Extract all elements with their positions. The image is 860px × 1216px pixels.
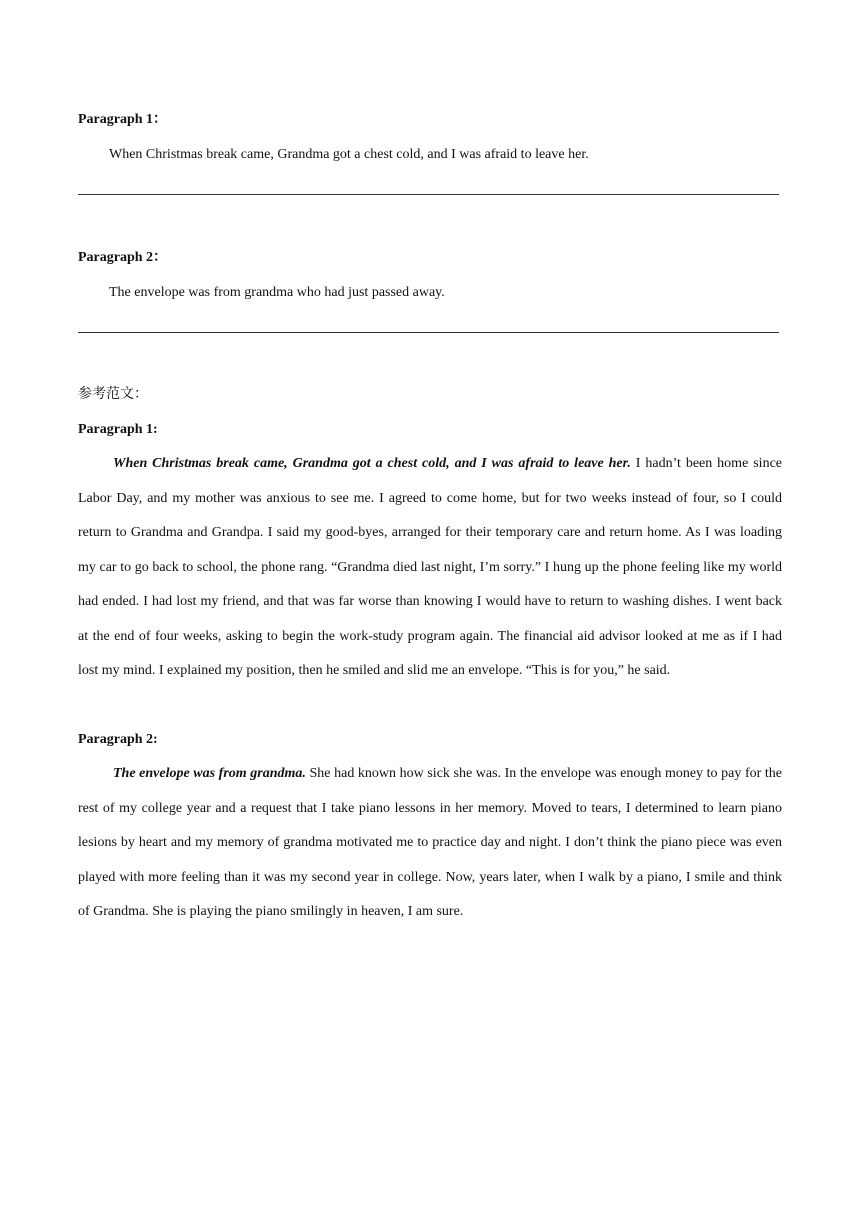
answer-line-2: [78, 332, 779, 333]
sample-paragraph1-lead: When Christmas break came, Grandma got a chest cold, and I was afraid to leave her.: [113, 456, 631, 471]
task-paragraph2-heading: Paragraph 2：: [78, 250, 168, 265]
sample-paragraph1-body: I hadn’t been home since Labor Day, and my mother was anxious to see me. I agreed to come home, but for two weeks instead of four, so I could return to Grandma and Grandpa. I said my good-byes, arranged for their temporary care and return home. As I was loading my car to go back to school, the phone rang. “Grandma died last night, I’m sorry.” I hung up the phone feeling like my world had ended. I had lost my friend, and that was far worse than knowing I would have to return to washing dishes. I went back at the end of four weeks, asking to begin the work-study program again. The financial aid advisor looked at me as if I had lost my mind. I explained my position, then he smiled and slid me an envelope. “This is for you,” he said.: [78, 456, 782, 678]
sample-paragraph2-body: She had known how sick she was. In the envelope was enough money to pay for the rest of my college year and a request that I take piano lessons in her memory. Moved to tears, I determined to learn piano lesions by heart and my memory of grandma motivated me to practice day and night. I don’t think the piano piece was even played with more feeling than it was my second year in college. Now, years later, when I walk by a piano, I smile and think of Grandma. She is playing the piano smilingly in heaven, I am sure.: [78, 766, 782, 919]
sample-paragraph2-lead: The envelope was from grandma.: [113, 766, 306, 781]
sample-paragraph2-heading: Paragraph 2:: [78, 732, 158, 747]
answer-line-1: [78, 194, 779, 195]
task-paragraph1-heading: Paragraph 1：: [78, 112, 168, 127]
sample-paragraph1-text: [78, 447, 782, 689]
sample-paragraph1-heading: Paragraph 1:: [78, 422, 158, 437]
sample-essay-label: 参考范文：: [78, 387, 148, 402]
task-paragraph1-opening: When Christmas break came, Grandma got a chest cold, and I was afraid to leave her.: [109, 147, 589, 162]
task-paragraph2-opening: The envelope was from grandma who had just passed away.: [109, 285, 445, 300]
sample-paragraph2-text: [78, 757, 782, 930]
